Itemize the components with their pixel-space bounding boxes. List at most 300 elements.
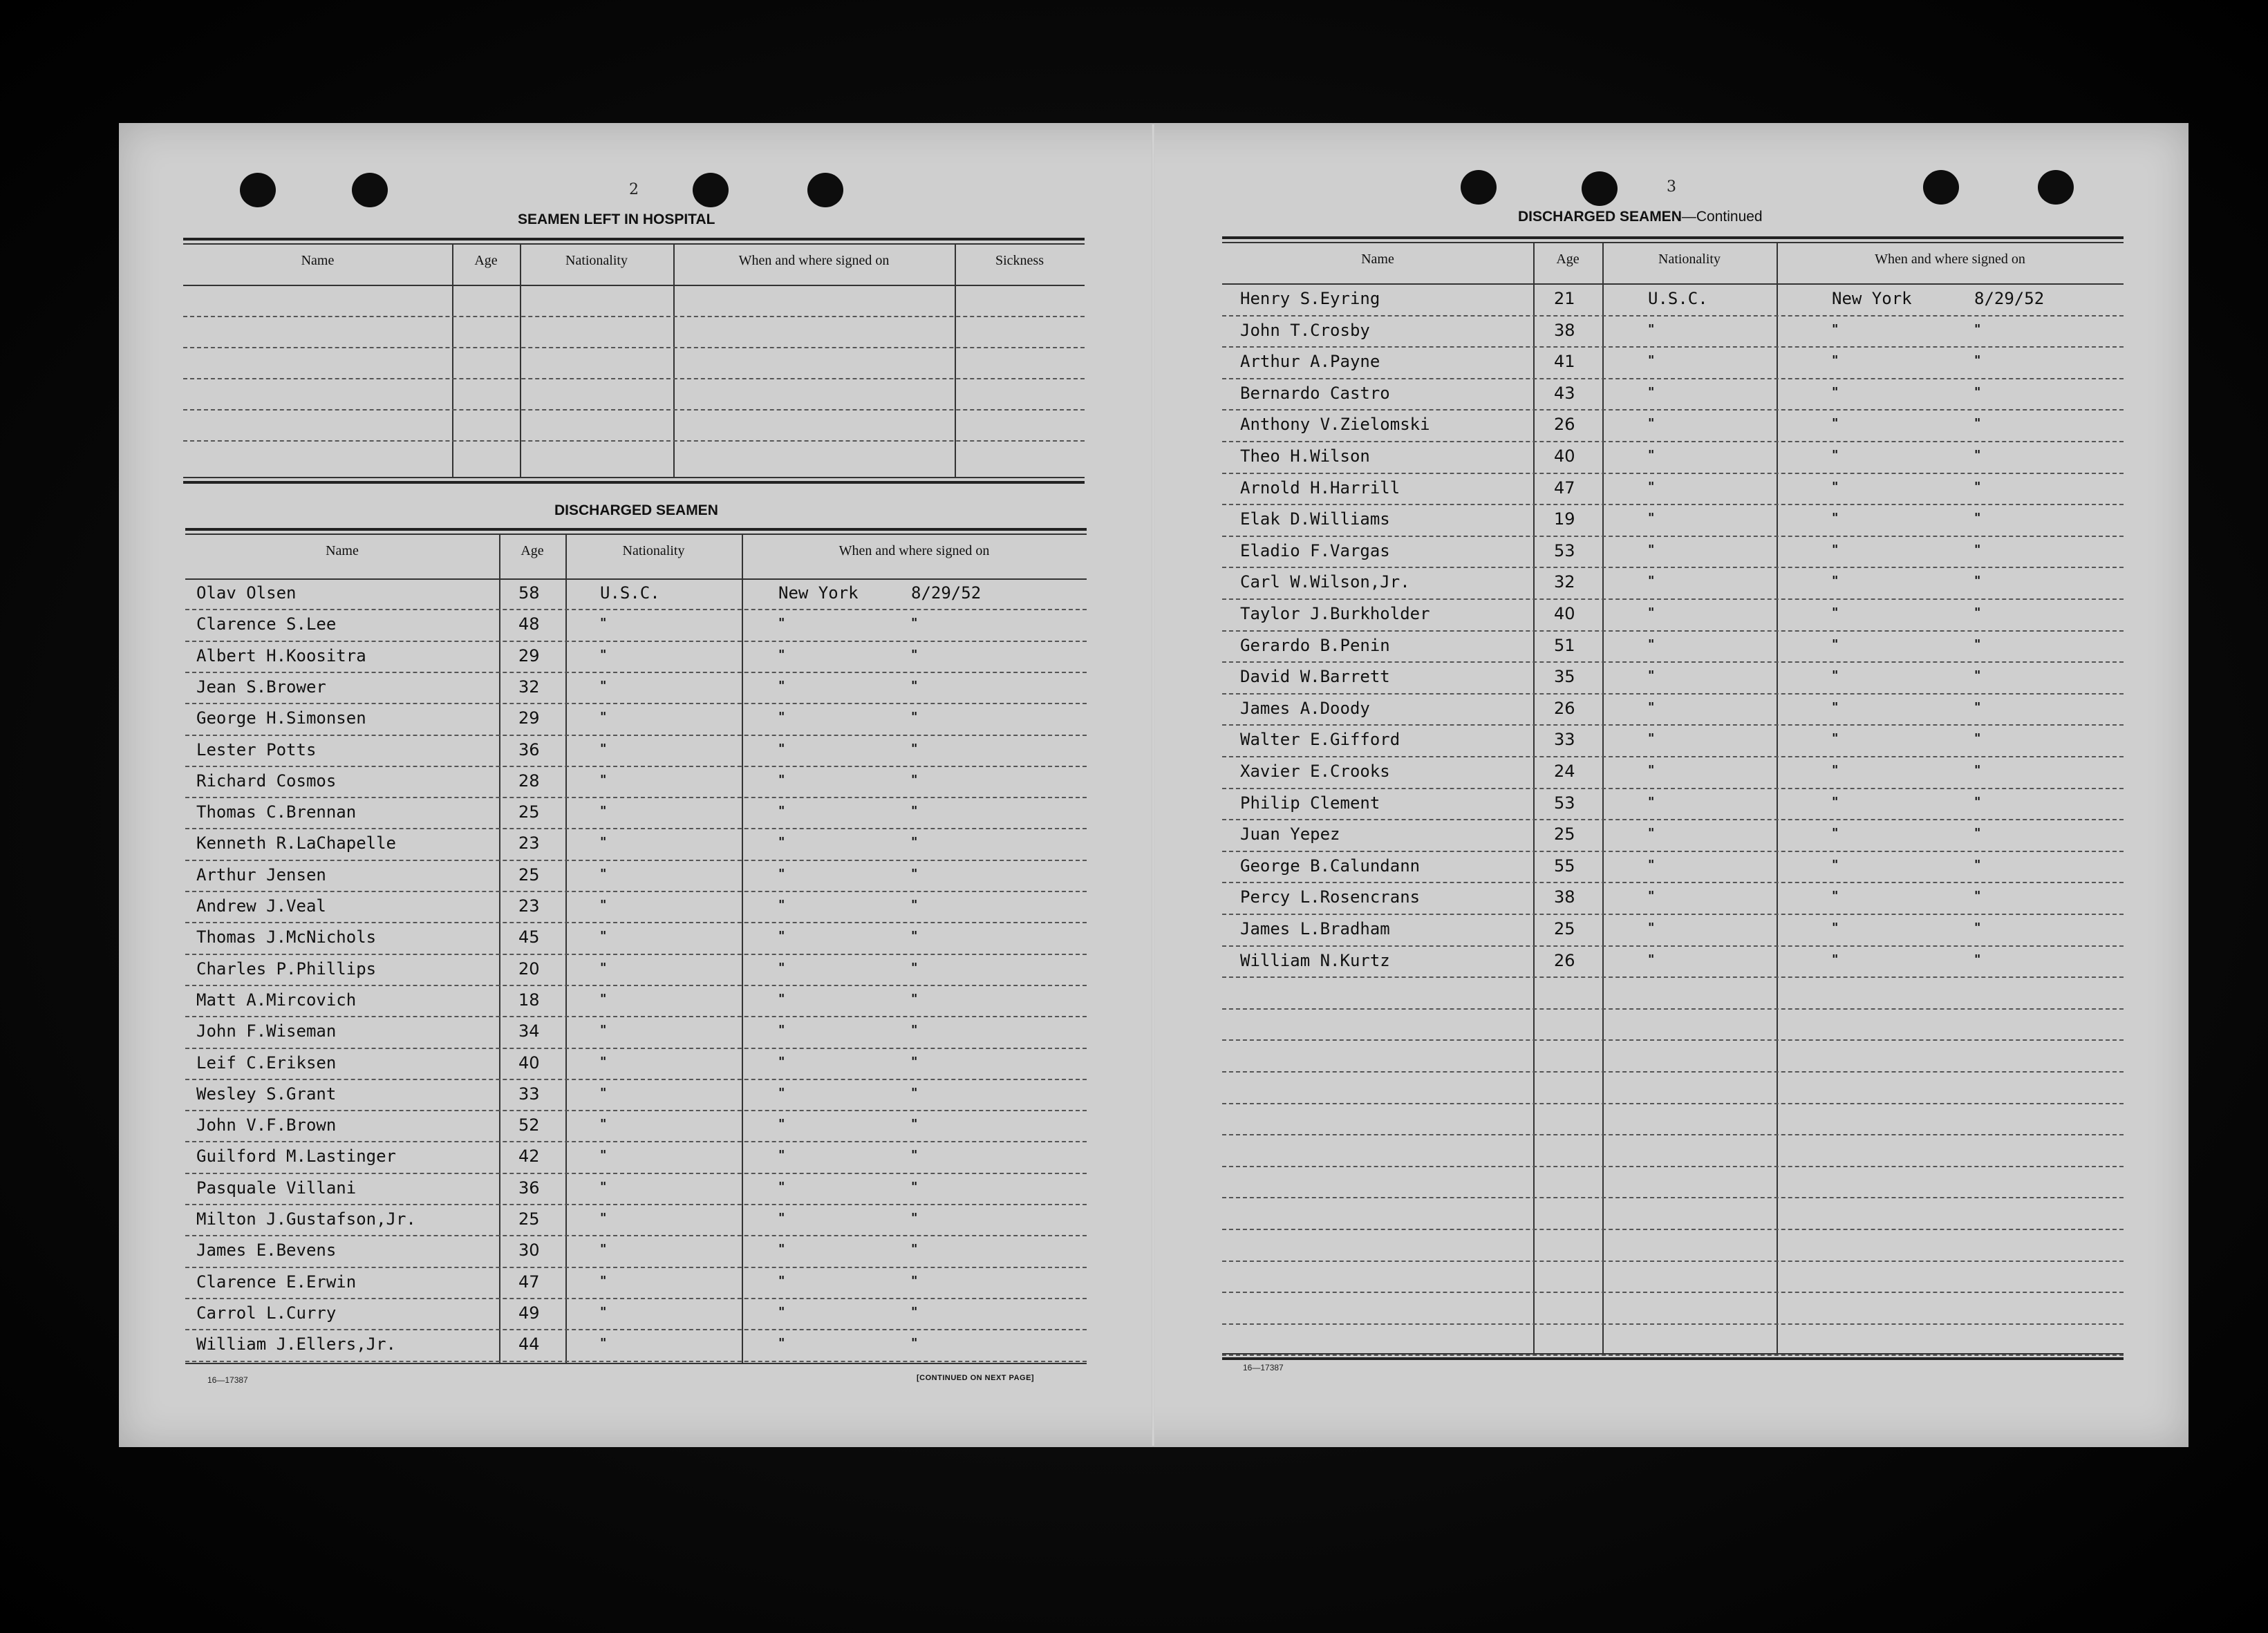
- signed-on-date: ": [1974, 542, 1981, 557]
- signed-on-date: ": [911, 616, 918, 631]
- signed-on-date: ": [1974, 668, 1981, 683]
- signed-on-date: ": [1974, 794, 1981, 809]
- seaman-nationality: ": [600, 929, 607, 944]
- seaman-nationality: ": [600, 710, 607, 725]
- right-bottom-rule-heavy: [1222, 1357, 2124, 1360]
- seaman-nationality: ": [600, 772, 607, 787]
- discharged-table-right: [1222, 242, 2124, 1353]
- right-header-name: Name: [1361, 252, 1394, 267]
- seaman-name: Juan Yepez: [1240, 824, 1340, 844]
- table-row: [185, 768, 1087, 800]
- hospital-blank-row: [183, 347, 1085, 348]
- row-line: [1222, 1103, 2124, 1104]
- signed-on-place: ": [778, 1054, 785, 1069]
- punch-hole: [693, 173, 729, 207]
- seaman-nationality: ": [1648, 699, 1655, 715]
- signed-on-date: ": [1974, 479, 1981, 494]
- hospital-header-name: Name: [301, 253, 335, 268]
- seaman-age: 30: [518, 1240, 540, 1261]
- signed-on-place: ": [778, 991, 785, 1006]
- signed-on-place: New York: [1832, 289, 1912, 308]
- discharged-header-age: Age: [521, 543, 544, 558]
- col-divider: [452, 243, 453, 478]
- table-row: [185, 706, 1087, 737]
- signed-on-place: ": [1832, 668, 1839, 683]
- seaman-name: Elak D.Williams: [1240, 509, 1390, 529]
- table-row: [185, 1050, 1087, 1082]
- signed-on-date: ": [911, 1211, 918, 1225]
- seaman-name: Pasquale Villani: [196, 1178, 357, 1198]
- row-line: [1222, 1008, 2124, 1010]
- seaman-age: 32: [1554, 572, 1575, 592]
- seaman-nationality: ": [1648, 511, 1655, 526]
- discharged-top-rule: [185, 528, 1087, 531]
- seaman-age: 26: [1554, 698, 1575, 718]
- table-row: [1222, 349, 2124, 380]
- hospital-blank-row: [183, 440, 1085, 442]
- right-header-rule: [1222, 283, 2124, 285]
- seaman-name: Thomas C.Brennan: [196, 802, 357, 822]
- seaman-nationality: ": [1648, 921, 1655, 935]
- signed-on-date: ": [911, 1148, 918, 1163]
- seaman-nationality: ": [600, 1085, 607, 1100]
- signed-on-date: ": [1974, 857, 1981, 872]
- seaman-age: 38: [1554, 320, 1575, 340]
- discharged-header-rule: [185, 578, 1087, 580]
- signed-on-date: ": [1974, 731, 1981, 746]
- signed-on-date: ": [1974, 605, 1981, 620]
- seaman-nationality: ": [1648, 448, 1655, 462]
- table-row: [185, 800, 1087, 831]
- seaman-age: 19: [1554, 509, 1575, 529]
- table-row: [1222, 727, 2124, 758]
- seaman-nationality: ": [600, 616, 607, 631]
- seaman-age: 26: [1554, 415, 1575, 435]
- signed-on-place: ": [1832, 511, 1839, 526]
- col-divider: [673, 243, 675, 478]
- seaman-age: 42: [518, 1146, 540, 1167]
- signed-on-place: ": [1832, 731, 1839, 746]
- signed-on-place: ": [1832, 952, 1839, 967]
- signed-on-date: ": [1974, 448, 1981, 462]
- table-row: [1222, 286, 2124, 317]
- row-line: [1222, 1323, 2124, 1325]
- signed-on-date: ": [911, 960, 918, 975]
- hospital-blank-row: [183, 378, 1085, 379]
- seaman-name: Olav Olsen: [196, 583, 297, 603]
- table-row: [1222, 538, 2124, 569]
- discharged-section-title: DISCHARGED SEAMEN: [554, 502, 718, 518]
- signed-on-date: ": [911, 866, 918, 881]
- table-row: [185, 1144, 1087, 1175]
- seaman-name: Arthur Jensen: [196, 865, 326, 885]
- table-row: [1222, 916, 2124, 947]
- signed-on-place: ": [778, 647, 785, 662]
- table-row: [1222, 822, 2124, 853]
- signed-on-date: ": [1974, 353, 1981, 368]
- seaman-name: Wesley S.Grant: [196, 1084, 337, 1104]
- signed-on-date: ": [1974, 636, 1981, 652]
- hospital-blank-row: [183, 409, 1085, 410]
- seaman-nationality: ": [1648, 826, 1655, 841]
- seaman-age: 38: [1554, 887, 1575, 907]
- seaman-nationality: ": [1648, 542, 1655, 557]
- discharged-header-name: Name: [326, 543, 359, 558]
- seaman-nationality: U.S.C.: [1648, 289, 1708, 308]
- seaman-age: 24: [1554, 762, 1575, 781]
- signed-on-place: ": [1832, 636, 1839, 652]
- seaman-name: Clarence S.Lee: [196, 614, 337, 634]
- signed-on-place: ": [1832, 479, 1839, 494]
- row-line: [1222, 1354, 2124, 1356]
- punch-hole: [807, 173, 843, 207]
- signed-on-place: ": [1832, 605, 1839, 620]
- seaman-name: David W.Barrett: [1240, 667, 1390, 687]
- page-number-left: 2: [629, 181, 639, 198]
- seaman-age: 26: [1554, 950, 1575, 970]
- signed-on-date: ": [911, 741, 918, 756]
- seaman-age: 53: [1554, 793, 1575, 813]
- seaman-nationality: ": [600, 1304, 607, 1319]
- seaman-name: Arthur A.Payne: [1240, 352, 1380, 372]
- seaman-age: 43: [1554, 383, 1575, 403]
- table-row: [185, 1269, 1087, 1301]
- seaman-nationality: ": [600, 678, 607, 693]
- signed-on-place: ": [778, 710, 785, 725]
- row-line: [1222, 1039, 2124, 1041]
- hospital-top-rule: [183, 238, 1085, 240]
- table-row: [1222, 412, 2124, 443]
- table-row: [1222, 885, 2124, 916]
- signed-on-place: ": [1832, 857, 1839, 872]
- seaman-name: Thomas J.McNichols: [196, 927, 377, 947]
- seaman-name: John T.Crosby: [1240, 320, 1370, 340]
- signed-on-date: ": [911, 1117, 918, 1132]
- seaman-nationality: ": [1648, 857, 1655, 872]
- signed-on-place: ": [778, 866, 785, 881]
- signed-on-date: ": [911, 1304, 918, 1319]
- seaman-nationality: ": [1648, 384, 1655, 399]
- seaman-nationality: ": [1648, 605, 1655, 620]
- discharged-header-nationality: Nationality: [622, 543, 685, 558]
- signed-on-place: ": [778, 1117, 785, 1132]
- signed-on-place: ": [1832, 416, 1839, 431]
- seaman-name: Anthony V.Zielomski: [1240, 415, 1430, 435]
- seaman-name: Guilford M.Lastinger: [196, 1146, 396, 1167]
- seaman-name: Matt A.Mircovich: [196, 990, 357, 1010]
- seaman-nationality: ": [1648, 731, 1655, 746]
- seaman-name: Henry S.Eyring: [1240, 289, 1380, 308]
- seaman-name: Clarence E.Erwin: [196, 1272, 357, 1292]
- seaman-age: 25: [1554, 824, 1575, 844]
- right-bottom-rule: [1222, 1353, 2124, 1354]
- seaman-age: 58: [518, 583, 540, 603]
- hospital-header-signed-on: When and where signed on: [738, 253, 890, 268]
- signed-on-place: ": [778, 1023, 785, 1038]
- seaman-age: 25: [518, 1209, 540, 1229]
- seaman-age: 51: [1554, 635, 1575, 655]
- signed-on-date: ": [1974, 826, 1981, 841]
- seaman-age: 21: [1554, 289, 1575, 308]
- signed-on-date: 8/29/52: [911, 583, 982, 603]
- table-row: [185, 956, 1087, 988]
- hospital-header-sickness: Sickness: [995, 253, 1044, 268]
- seaman-age: 18: [518, 990, 540, 1010]
- signed-on-place: ": [1832, 826, 1839, 841]
- signed-on-place: ": [1832, 889, 1839, 904]
- seaman-name: Albert H.Koositra: [196, 645, 366, 666]
- seaman-name: James E.Bevens: [196, 1240, 337, 1261]
- signed-on-place: ": [778, 1242, 785, 1257]
- discharged-bottom-rule: [185, 1363, 1087, 1364]
- signed-on-date: ": [911, 1085, 918, 1100]
- seaman-nationality: ": [1648, 668, 1655, 683]
- table-row: [185, 1207, 1087, 1238]
- signed-on-place: ": [778, 772, 785, 787]
- signed-on-place: ": [1832, 321, 1839, 337]
- signed-on-date: ": [911, 678, 918, 693]
- table-row: [185, 1176, 1087, 1207]
- signed-on-place: ": [1832, 699, 1839, 715]
- seaman-nationality: ": [1648, 889, 1655, 904]
- signed-on-date: ": [1974, 384, 1981, 399]
- seaman-age: 53: [1554, 540, 1575, 560]
- signed-on-place: ": [778, 1273, 785, 1288]
- right-header-age: Age: [1556, 252, 1580, 267]
- seaman-name: Gerardo B.Penin: [1240, 635, 1390, 655]
- seaman-age: 32: [518, 677, 540, 697]
- seaman-age: 33: [518, 1084, 540, 1104]
- row-line: [1222, 1261, 2124, 1262]
- table-row: [185, 612, 1087, 643]
- seaman-name: Richard Cosmos: [196, 771, 337, 791]
- seaman-age: 28: [518, 771, 540, 791]
- row-line: [1222, 1292, 2124, 1293]
- signed-on-place: New York: [778, 583, 859, 603]
- seaman-name: John V.F.Brown: [196, 1115, 337, 1135]
- signed-on-place: ": [778, 835, 785, 850]
- signed-on-date: ": [911, 1273, 918, 1288]
- seaman-nationality: ": [600, 1179, 607, 1194]
- table-row: [185, 580, 1087, 612]
- seaman-name: George B.Calundann: [1240, 856, 1421, 876]
- seaman-age: 25: [518, 865, 540, 885]
- signed-on-date: ": [911, 710, 918, 725]
- form-code-left: 16—17387: [207, 1375, 248, 1385]
- punch-hole: [240, 173, 276, 207]
- table-row: [1222, 633, 2124, 664]
- hospital-header-nationality: Nationality: [565, 253, 628, 268]
- signed-on-date: ": [1974, 889, 1981, 904]
- punch-hole: [2038, 170, 2074, 205]
- seaman-nationality: ": [600, 835, 607, 850]
- table-row: [185, 831, 1087, 862]
- table-row: [185, 988, 1087, 1019]
- seaman-nationality: ": [600, 1273, 607, 1288]
- seaman-nationality: ": [1648, 763, 1655, 777]
- seaman-nationality: ": [1648, 574, 1655, 589]
- signed-on-place: ": [778, 929, 785, 944]
- seaman-nationality: ": [600, 1054, 607, 1069]
- seaman-name: Arnold H.Harrill: [1240, 478, 1400, 498]
- page-number-right: 3: [1667, 178, 1676, 196]
- seaman-age: 40: [518, 1053, 540, 1073]
- signed-on-date: ": [911, 1023, 918, 1038]
- seaman-age: 20: [518, 959, 540, 979]
- row-line: [1222, 1229, 2124, 1230]
- signed-on-date: ": [1974, 321, 1981, 337]
- seaman-nationality: ": [1648, 353, 1655, 368]
- seaman-nationality: ": [600, 991, 607, 1006]
- signed-on-date: ": [1974, 763, 1981, 777]
- seaman-age: 45: [518, 927, 540, 947]
- seaman-nationality: ": [600, 804, 607, 819]
- seaman-nationality: ": [1648, 636, 1655, 652]
- seaman-age: 36: [518, 739, 540, 759]
- seaman-nationality: ": [600, 1211, 607, 1225]
- signed-on-date: ": [911, 647, 918, 662]
- table-row: [1222, 853, 2124, 885]
- table-row: [185, 643, 1087, 674]
- signed-on-place: ": [778, 898, 785, 912]
- table-row: [1222, 601, 2124, 632]
- table-row: [185, 674, 1087, 706]
- discharged-table-left: [185, 534, 1087, 1364]
- seaman-age: 47: [1554, 478, 1575, 498]
- seaman-name: James A.Doody: [1240, 698, 1370, 718]
- seaman-age: 29: [518, 645, 540, 666]
- seaman-age: 34: [518, 1021, 540, 1041]
- hospital-blank-row: [183, 316, 1085, 317]
- hospital-header-rule: [183, 285, 1085, 286]
- row-line: [1222, 1166, 2124, 1167]
- signed-on-place: ": [1832, 921, 1839, 935]
- seaman-nationality: ": [1648, 794, 1655, 809]
- signed-on-place: ": [1832, 353, 1839, 368]
- signed-on-place: ": [778, 804, 785, 819]
- signed-on-place: ": [778, 1085, 785, 1100]
- seaman-name: Xavier E.Crooks: [1240, 762, 1390, 781]
- signed-on-date: ": [1974, 416, 1981, 431]
- signed-on-place: ": [1832, 763, 1839, 777]
- signed-on-date: ": [911, 929, 918, 944]
- signed-on-place: ": [778, 1179, 785, 1194]
- seaman-age: 29: [518, 708, 540, 728]
- seaman-age: 23: [518, 833, 540, 853]
- row-line: [1222, 1197, 2124, 1198]
- signed-on-place: ": [778, 741, 785, 756]
- seaman-name: William N.Kurtz: [1240, 950, 1390, 970]
- seaman-nationality: ": [1648, 416, 1655, 431]
- seaman-name: Lester Potts: [196, 739, 317, 759]
- seaman-nationality: U.S.C.: [600, 583, 660, 603]
- table-row: [185, 1082, 1087, 1113]
- seaman-nationality: ": [600, 1117, 607, 1132]
- right-top-rule: [1222, 236, 2124, 239]
- hospital-header-age: Age: [474, 253, 498, 268]
- seaman-nationality: ": [600, 898, 607, 912]
- seaman-age: 23: [518, 896, 540, 916]
- signed-on-date: ": [1974, 699, 1981, 715]
- signed-on-place: ": [778, 1148, 785, 1163]
- signed-on-date: ": [1974, 921, 1981, 935]
- signed-on-date: ": [911, 835, 918, 850]
- seaman-nationality: ": [600, 647, 607, 662]
- seaman-age: 40: [1554, 446, 1575, 466]
- table-row: [1222, 444, 2124, 475]
- hospital-section-title: SEAMEN LEFT IN HOSPITAL: [518, 211, 715, 227]
- row-line: [1222, 1071, 2124, 1073]
- signed-on-date: ": [911, 1242, 918, 1257]
- table-row: [1222, 507, 2124, 538]
- discharged-continued-title-main: DISCHARGED SEAMEN: [1518, 209, 1682, 225]
- seaman-name: Philip Clement: [1240, 793, 1380, 813]
- seaman-nationality: ": [1648, 321, 1655, 337]
- table-row: [185, 862, 1087, 894]
- seaman-nationality: ": [600, 741, 607, 756]
- seaman-name: William J.Ellers,Jr.: [196, 1334, 396, 1354]
- table-row: [1222, 759, 2124, 790]
- seaman-age: 41: [1554, 352, 1575, 372]
- seaman-name: Jean S.Brower: [196, 677, 326, 697]
- table-row: [185, 1113, 1087, 1144]
- seaman-name: Leif C.Eriksen: [196, 1053, 337, 1073]
- signed-on-date: 8/29/52: [1974, 289, 2045, 308]
- seaman-name: Carrol L.Curry: [196, 1303, 337, 1323]
- discharged-header-signed-on: When and where signed on: [838, 543, 990, 558]
- hospital-bottom-rule: [183, 477, 1085, 478]
- seaman-name: Kenneth R.LaChapelle: [196, 833, 396, 853]
- seaman-nationality: ": [1648, 479, 1655, 494]
- seaman-name: Milton J.Gustafson,Jr.: [196, 1209, 416, 1229]
- seaman-name: Eladio F.Vargas: [1240, 540, 1390, 560]
- signed-on-place: ": [1832, 448, 1839, 462]
- signed-on-date: ": [911, 1054, 918, 1069]
- hospital-bottom-rule-heavy: [183, 481, 1085, 484]
- table-row: [185, 1019, 1087, 1050]
- table-row: [185, 925, 1087, 956]
- seaman-age: 40: [1554, 604, 1575, 623]
- table-row: [1222, 381, 2124, 412]
- seaman-nationality: ": [1648, 952, 1655, 967]
- signed-on-place: ": [1832, 384, 1839, 399]
- seaman-name: Charles P.Phillips: [196, 959, 377, 979]
- punch-hole: [1582, 171, 1618, 206]
- seaman-nationality: ": [600, 1148, 607, 1163]
- signed-on-date: ": [1974, 511, 1981, 526]
- seaman-nationality: ": [600, 1242, 607, 1257]
- signed-on-date: ": [911, 1179, 918, 1194]
- seaman-name: Andrew J.Veal: [196, 896, 326, 916]
- signed-on-date: ": [1974, 574, 1981, 589]
- seaman-nationality: ": [600, 960, 607, 975]
- punch-hole: [1461, 170, 1497, 205]
- signed-on-date: ": [911, 898, 918, 912]
- signed-on-place: ": [778, 1304, 785, 1319]
- table-row: [1222, 664, 2124, 695]
- table-row: [1222, 791, 2124, 822]
- table-row: [1222, 569, 2124, 601]
- table-row: [1222, 318, 2124, 349]
- seaman-age: 47: [518, 1272, 540, 1292]
- form-code-right: 16—17387: [1243, 1363, 1284, 1372]
- signed-on-place: ": [778, 1336, 785, 1351]
- seaman-name: Walter E.Gifford: [1240, 730, 1400, 750]
- seaman-name: Theo H.Wilson: [1240, 446, 1370, 466]
- seaman-age: 48: [518, 614, 540, 634]
- table-row: [1222, 948, 2124, 979]
- signed-on-place: ": [1832, 542, 1839, 557]
